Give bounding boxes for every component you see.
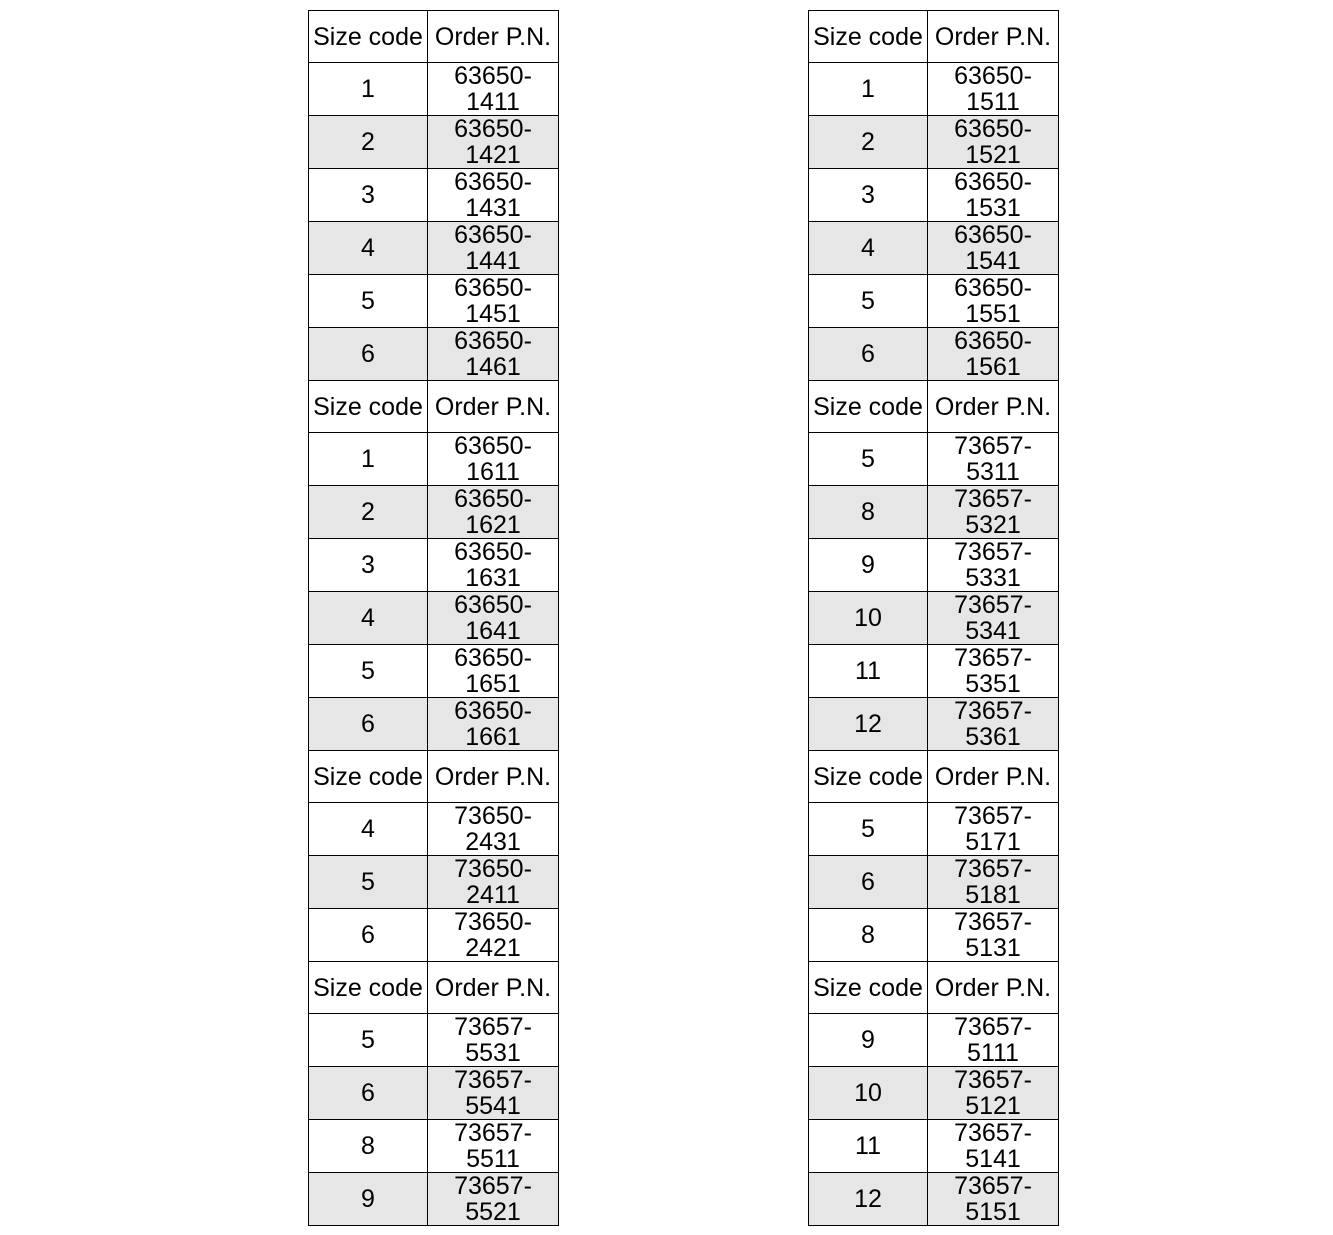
order-pn-cell: 73657-5331 bbox=[928, 539, 1059, 592]
size-code-cell: 3 bbox=[809, 169, 928, 222]
table-row bbox=[809, 1173, 1059, 1226]
size-code-cell: 6 bbox=[309, 328, 428, 381]
size-code-cell: 9 bbox=[309, 1173, 428, 1226]
size-code-cell: 3 bbox=[309, 169, 428, 222]
order-pn-cell: 73657-5541 bbox=[428, 1067, 559, 1120]
order-pn-cell: 63650-1621 bbox=[428, 486, 559, 539]
order-table-right bbox=[808, 10, 1059, 1226]
size-code-cell: 11 bbox=[809, 1120, 928, 1173]
order-pn-cell: 63650-1421 bbox=[428, 116, 559, 169]
size-code-cell: 5 bbox=[809, 433, 928, 486]
table-row bbox=[309, 645, 559, 698]
order-pn-cell: 63650-1451 bbox=[428, 275, 559, 328]
order-pn-header: Order P.N. bbox=[428, 751, 559, 803]
order-pn-header: Order P.N. bbox=[928, 381, 1059, 433]
size-code-cell: 1 bbox=[309, 433, 428, 486]
table-row bbox=[809, 63, 1059, 116]
table-row bbox=[309, 328, 559, 381]
size-code-cell: 5 bbox=[309, 275, 428, 328]
order-pn-header: Order P.N. bbox=[428, 381, 559, 433]
order-pn-cell: 73657-5181 bbox=[928, 856, 1059, 909]
table-row bbox=[809, 856, 1059, 909]
order-pn-cell: 63650-1631 bbox=[428, 539, 559, 592]
order-pn-cell: 63650-1551 bbox=[928, 275, 1059, 328]
table-row bbox=[809, 698, 1059, 751]
table-row bbox=[809, 1014, 1059, 1067]
size-code-cell: 6 bbox=[309, 698, 428, 751]
order-pn-cell: 73657-5141 bbox=[928, 1120, 1059, 1173]
table-row bbox=[809, 486, 1059, 539]
table-header-row bbox=[309, 381, 559, 433]
size-code-header: Size code bbox=[809, 11, 928, 63]
table-row bbox=[809, 1120, 1059, 1173]
order-pn-cell: 63650-1641 bbox=[428, 592, 559, 645]
table-header-row bbox=[809, 962, 1059, 1014]
order-pn-cell: 73657-5341 bbox=[928, 592, 1059, 645]
size-code-cell: 2 bbox=[809, 116, 928, 169]
size-code-cell: 12 bbox=[809, 698, 928, 751]
table-row bbox=[309, 275, 559, 328]
size-code-cell: 4 bbox=[309, 222, 428, 275]
size-code-header: Size code bbox=[309, 381, 428, 433]
order-pn-cell: 73657-5321 bbox=[928, 486, 1059, 539]
table-row bbox=[809, 592, 1059, 645]
table-row bbox=[309, 1014, 559, 1067]
size-code-cell: 4 bbox=[809, 222, 928, 275]
size-code-cell: 6 bbox=[809, 328, 928, 381]
table-row bbox=[809, 169, 1059, 222]
size-code-cell: 8 bbox=[309, 1120, 428, 1173]
table-row bbox=[309, 1120, 559, 1173]
table-row bbox=[309, 169, 559, 222]
order-pn-cell: 63650-1521 bbox=[928, 116, 1059, 169]
size-code-header: Size code bbox=[809, 751, 928, 803]
order-pn-cell: 63650-1531 bbox=[928, 169, 1059, 222]
table-row bbox=[309, 856, 559, 909]
order-pn-header: Order P.N. bbox=[428, 11, 559, 63]
table-row bbox=[309, 222, 559, 275]
size-code-cell: 4 bbox=[309, 592, 428, 645]
order-table-left bbox=[308, 10, 559, 1226]
table-header-row bbox=[309, 11, 559, 63]
order-pn-cell: 73650-2431 bbox=[428, 803, 559, 856]
size-code-cell: 11 bbox=[809, 645, 928, 698]
table-row bbox=[309, 63, 559, 116]
order-pn-cell: 63650-1461 bbox=[428, 328, 559, 381]
size-code-cell: 4 bbox=[309, 803, 428, 856]
order-pn-cell: 73657-5171 bbox=[928, 803, 1059, 856]
size-code-cell: 5 bbox=[809, 275, 928, 328]
table-row bbox=[809, 116, 1059, 169]
table-header-row bbox=[809, 381, 1059, 433]
table-row bbox=[809, 433, 1059, 486]
table-row bbox=[809, 222, 1059, 275]
size-code-cell: 2 bbox=[309, 116, 428, 169]
size-code-cell: 5 bbox=[309, 645, 428, 698]
size-code-cell: 9 bbox=[809, 539, 928, 592]
table-row bbox=[309, 698, 559, 751]
size-code-cell: 10 bbox=[809, 1067, 928, 1120]
size-code-cell: 8 bbox=[809, 486, 928, 539]
table-header-row bbox=[309, 751, 559, 803]
size-code-header: Size code bbox=[809, 381, 928, 433]
size-code-cell: 10 bbox=[809, 592, 928, 645]
order-pn-cell: 73657-5511 bbox=[428, 1120, 559, 1173]
order-pn-cell: 63650-1441 bbox=[428, 222, 559, 275]
order-pn-cell: 73650-2411 bbox=[428, 856, 559, 909]
size-code-cell: 9 bbox=[809, 1014, 928, 1067]
order-pn-cell: 73657-5111 bbox=[928, 1014, 1059, 1067]
order-pn-cell: 63650-1411 bbox=[428, 63, 559, 116]
table-row bbox=[809, 909, 1059, 962]
order-pn-cell: 63650-1661 bbox=[428, 698, 559, 751]
size-code-header: Size code bbox=[309, 751, 428, 803]
order-pn-header: Order P.N. bbox=[428, 962, 559, 1014]
table-row bbox=[809, 328, 1059, 381]
table-row bbox=[809, 539, 1059, 592]
order-pn-cell: 73657-5151 bbox=[928, 1173, 1059, 1226]
table-row bbox=[309, 1173, 559, 1226]
size-code-cell: 1 bbox=[309, 63, 428, 116]
order-pn-cell: 63650-1541 bbox=[928, 222, 1059, 275]
size-code-cell: 6 bbox=[809, 856, 928, 909]
order-pn-cell: 73657-5131 bbox=[928, 909, 1059, 962]
table-row bbox=[809, 645, 1059, 698]
order-pn-cell: 73657-5311 bbox=[928, 433, 1059, 486]
table-row bbox=[309, 539, 559, 592]
table-row bbox=[309, 909, 559, 962]
order-pn-cell: 73657-5361 bbox=[928, 698, 1059, 751]
order-pn-cell: 73657-5121 bbox=[928, 1067, 1059, 1120]
size-code-cell: 1 bbox=[809, 63, 928, 116]
order-pn-cell: 63650-1511 bbox=[928, 63, 1059, 116]
table-row bbox=[309, 433, 559, 486]
table-row bbox=[309, 1067, 559, 1120]
table-row bbox=[809, 1067, 1059, 1120]
table-row bbox=[309, 116, 559, 169]
table-header-row bbox=[309, 962, 559, 1014]
size-code-header: Size code bbox=[309, 11, 428, 63]
size-code-cell: 5 bbox=[809, 803, 928, 856]
order-pn-cell: 63650-1611 bbox=[428, 433, 559, 486]
size-code-cell: 6 bbox=[309, 909, 428, 962]
size-code-cell: 5 bbox=[309, 856, 428, 909]
size-code-cell: 8 bbox=[809, 909, 928, 962]
size-code-cell: 3 bbox=[309, 539, 428, 592]
order-pn-cell: 63650-1431 bbox=[428, 169, 559, 222]
table-header-row bbox=[809, 11, 1059, 63]
table-header-row bbox=[809, 751, 1059, 803]
order-pn-header: Order P.N. bbox=[928, 11, 1059, 63]
table-row bbox=[309, 803, 559, 856]
order-pn-cell: 63650-1561 bbox=[928, 328, 1059, 381]
size-code-header: Size code bbox=[309, 962, 428, 1014]
size-code-header: Size code bbox=[809, 962, 928, 1014]
order-pn-cell: 73657-5531 bbox=[428, 1014, 559, 1067]
table-row bbox=[809, 803, 1059, 856]
size-code-cell: 6 bbox=[309, 1067, 428, 1120]
table-row bbox=[309, 486, 559, 539]
order-pn-cell: 73657-5351 bbox=[928, 645, 1059, 698]
table-row bbox=[809, 275, 1059, 328]
order-pn-cell: 63650-1651 bbox=[428, 645, 559, 698]
table-row bbox=[309, 592, 559, 645]
size-code-cell: 2 bbox=[309, 486, 428, 539]
order-pn-header: Order P.N. bbox=[928, 751, 1059, 803]
order-pn-cell: 73650-2421 bbox=[428, 909, 559, 962]
size-code-cell: 12 bbox=[809, 1173, 928, 1226]
order-pn-header: Order P.N. bbox=[928, 962, 1059, 1014]
order-pn-cell: 73657-5521 bbox=[428, 1173, 559, 1226]
size-code-cell: 5 bbox=[309, 1014, 428, 1067]
